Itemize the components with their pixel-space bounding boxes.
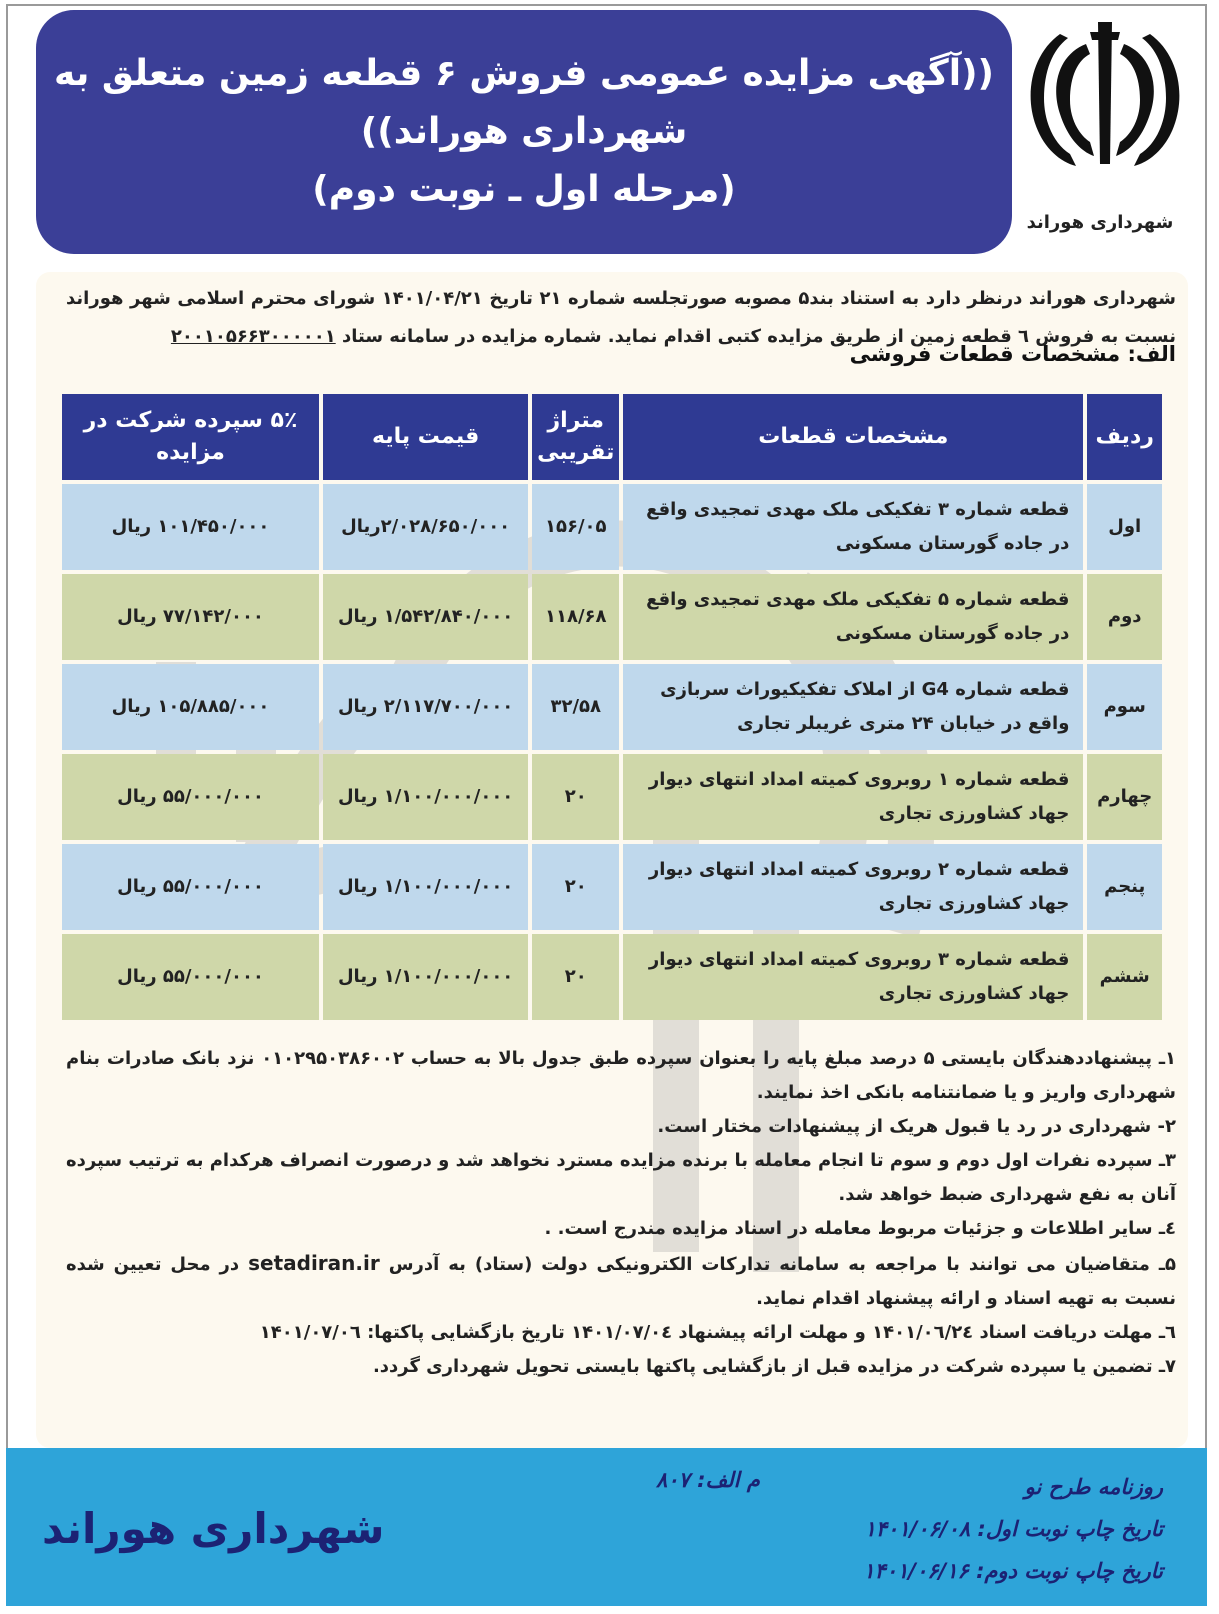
cell-row: ششم [1087, 934, 1162, 1020]
note-1: ۱ـ پیشنهاددهندگان بایستی ۵ درصد مبلغ پایه را بعنوان سپرده طبق جدول بالا به حساب ۰۱۰۲۹۵۰۳۸۶۰۰۲ نزد بانک صادرات بنام شهرداری واریز و یا ضمانتنامه بانکی اخذ نمایند. [66, 1048, 1176, 1103]
cell-area: ۲۰ [532, 844, 619, 930]
footer-info [603, 1466, 1163, 1592]
cell-desc: قطعه شماره G4 از املاک تفکیکیوراث سربازی واقع در خیابان ۲۴ متری غریبلر تجاری [623, 664, 1083, 750]
note-7: ۷ـ تضمین یا سپرده شرکت در مزایده قبل از بازگشایی پاکتها بایستی تحویل شهرداری گردد. [372, 1356, 1176, 1377]
cell-area: ۱۱۸/۶۸ [532, 574, 619, 660]
cell-deposit: ۷۷/۱۴۲/۰۰۰ ریال [62, 574, 319, 660]
cell-row: چهارم [1087, 754, 1162, 840]
setadiran-link[interactable]: setadiran.ir [248, 1251, 380, 1275]
cell-area: ۳۲/۵۸ [532, 664, 619, 750]
intro-text: شهرداری هوراند درنظر دارد به استناد بند۵ مصوبه صورتجلسه شماره ۲۱ تاریخ ۱۴۰۱/۰۴/۲۱ شورای محترم اسلامی شهر هوراند نسبت به فروش ٦ قطعه زمین از طریق مزایده کتبی اقدام نماید. شماره مزایده در سامانه ستاد [66, 288, 1176, 347]
cell-row: سوم [1087, 664, 1162, 750]
notice-body [36, 272, 1188, 1448]
notice-header [36, 10, 1012, 254]
newspaper-name: روزنامه طرح نو [1024, 1475, 1163, 1499]
note-4: ٤ـ سایر اطلاعات و جزئیات مربوط معامله در اسناد مزایده مندرج است. . [544, 1218, 1176, 1239]
print-date-1: تاریخ چاپ نوبت اول: ۱۴۰۱/۰۶/۰۸ [864, 1517, 1163, 1541]
cell-deposit: ۵۵/۰۰۰/۰۰۰ ریال [62, 844, 319, 930]
cell-row: پنجم [1087, 844, 1162, 930]
cell-desc: قطعه شماره ۱ روبروی کمیته امداد انتهای دیوار جهاد کشاورزی تجاری [623, 754, 1083, 840]
note-5-text-before: ۵ـ متقاضیان می توانند با مراجعه به سامانه تدارکات الکترونیکی دولت (ستاد) به آدرس [388, 1254, 1176, 1275]
note-5 [66, 1246, 1176, 1316]
table-row [62, 664, 1162, 750]
cell-area: ۲۰ [532, 754, 619, 840]
cell-deposit: ۱۰۱/۴۵۰/۰۰۰ ریال [62, 484, 319, 570]
note-6: ٦ـ مهلت دریافت اسناد ۱۴۰۱/۰٦/۲٤ و مهلت ارائه پیشنهاد ۱۴۰۱/۰۷/۰٤ تاریخ بازگشایی پاکتها: ۱۴۰۱/۰۷/۰٦ [259, 1322, 1176, 1343]
table-row [62, 484, 1162, 570]
col-header-desc: مشخصات قطعات [623, 394, 1083, 480]
cell-price: ۱/۱۰۰/۰۰۰/۰۰۰ ریال [323, 754, 528, 840]
col-header-area: متراژ تقریبی [532, 394, 619, 480]
plots-table [58, 390, 1166, 1024]
auction-number: ۲۰۰۱۰۵۶۶۳۰۰۰۰۰۱ [170, 326, 336, 347]
col-header-price: قیمت پایه [323, 394, 528, 480]
note-3: ۳ـ سپرده نفرات اول دوم و سوم تا انجام معامله با برنده مزایده مسترد نخواهد شد و درصورت انصراف هرکدام به ترتیب سپرده آنان به نفع شهرداری ضبط خواهد شد. [66, 1150, 1176, 1205]
cell-price: ۲/۰۲۸/۶۵۰/۰۰۰ریال [323, 484, 528, 570]
cell-deposit: ۵۵/۰۰۰/۰۰۰ ریال [62, 754, 319, 840]
footer-code: م الف: ۸۰۷ [656, 1468, 760, 1492]
notes-list [66, 1042, 1176, 1384]
footer-brand: شهرداری هوراند [42, 1504, 385, 1553]
table-row [62, 754, 1162, 840]
iran-emblem-icon [1020, 14, 1190, 174]
section-title: الف: مشخصات قطعات فروشی [849, 342, 1176, 366]
cell-price: ۱/۱۰۰/۰۰۰/۰۰۰ ریال [323, 934, 528, 1020]
cell-price: ۱/۵۴۲/۸۴۰/۰۰۰ ریال [323, 574, 528, 660]
emblem-caption: شهرداری هوراند [1026, 212, 1174, 233]
cell-desc: قطعه شماره ۵ تفکیکی ملک مهدی تمجیدی واقع در جاده گورستان مسکونی [623, 574, 1083, 660]
note-5-text-after: در محل تعیین شده نسبت به تهیه اسناد و ارائه پیشنهاد اقدام نماید. [66, 1254, 1176, 1309]
note-2: ۲- شهرداری در رد یا قبول هریک از پیشنهادات مختار است. [657, 1116, 1176, 1137]
cell-desc: قطعه شماره ۲ روبروی کمیته امداد انتهای دیوار جهاد کشاورزی تجاری [623, 844, 1083, 930]
cell-deposit: ۵۵/۰۰۰/۰۰۰ ریال [62, 934, 319, 1020]
title-line-3: (مرحله اول ـ نوبت دوم) [312, 169, 736, 210]
cell-area: ۲۰ [532, 934, 619, 1020]
cell-row: دوم [1087, 574, 1162, 660]
table-row [62, 844, 1162, 930]
cell-desc: قطعه شماره ۳ تفکیکی ملک مهدی تمجیدی واقع در جاده گورستان مسکونی [623, 484, 1083, 570]
cell-deposit: ۱۰۵/۸۸۵/۰۰۰ ریال [62, 664, 319, 750]
table-row [62, 934, 1162, 1020]
footer-bar [6, 1448, 1207, 1606]
print-date-2: تاریخ چاپ نوبت دوم: ۱۴۰۱/۰۶/۱۶ [863, 1559, 1163, 1583]
title-line-2: شهرداری هوراند)) [360, 111, 688, 152]
cell-desc: قطعه شماره ۳ روبروی کمیته امداد انتهای دیوار جهاد کشاورزی تجاری [623, 934, 1083, 1020]
cell-price: ۲/۱۱۷/۷۰۰/۰۰۰ ریال [323, 664, 528, 750]
title-line-1: ((آگهی مزایده عمومی فروش ۶ قطعه زمین متعلق به [54, 53, 994, 94]
col-header-deposit: ۵٪ سپرده شرکت در مزایده [62, 394, 319, 480]
table-row [62, 574, 1162, 660]
cell-price: ۱/۱۰۰/۰۰۰/۰۰۰ ریال [323, 844, 528, 930]
cell-area: ۱۵۶/۰۵ [532, 484, 619, 570]
col-header-row: ردیف [1087, 394, 1162, 480]
cell-row: اول [1087, 484, 1162, 570]
